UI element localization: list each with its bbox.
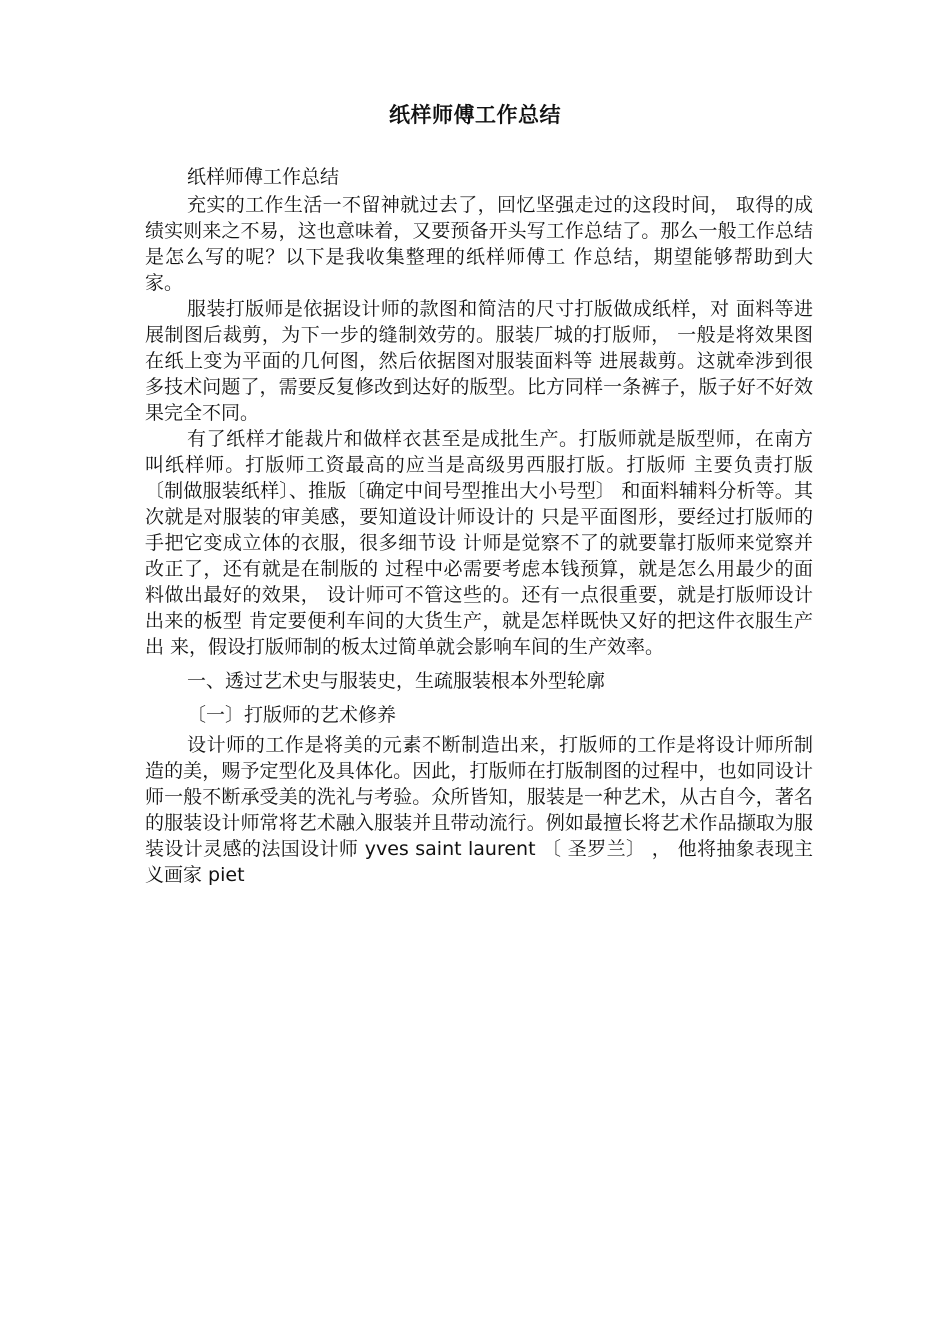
paragraph: 服装打版师是依据设计师的款图和简洁的尺寸打版做成纸样，对 面料等进展制图后裁剪，为下一步的缝制效劳的。服装厂城的打版师， 一般是将效果图在纸上变为平面的几何图，然后依据图对服装面料等 进展裁剪。这就牵涉到很多技术问题了，需要反复修改到达好的版型。比方同样一条裤子，版子好不好效果完全不同。 (145, 298, 813, 424)
subsection-heading: 〔一〕打版师的艺术修养 (187, 704, 397, 726)
section-heading: 一、透过艺术史与服装史，生疏服装根本外型轮廓 (187, 670, 606, 692)
intro-title-paragraph: 纸样师傅工作总结 (187, 166, 340, 188)
paragraph: 设计师的工作是将美的元素不断制造出来，打版师的工作是将设计师所制造的美，赐予定型化及具体化。因此，打版师在打版制图的过程中，也如同设计师一般不断承受美的洗礼与考验。众所皆知，服装是一种艺术，从古自今，著名的服装设计师常将艺术融入服装并且带动流行。例如最擅长将艺术作品撷取为服装设计灵感的法国设计师 yves saint laurent 〔 圣罗兰〕 ， 他将抽象表现主义画家 piet (145, 734, 813, 886)
document-body (145, 164, 813, 888)
paragraph: 有了纸样才能裁片和做样衣甚至是成批生产。打版师就是版型师，在南方叫纸样师。打版师工资最高的应当是高级男西服打版。打版师 主要负责打版〔制做服装纸样〕、推版〔确定中间号型推出大小号型〕 和面料辅料分析等。其次就是对服装的审美感，要知道设计师设计的 只是平面图形，要经过打版师的手把它变成立体的衣服，很多细节设 计师是觉察不了的就要靠打版师来觉察并改正了，还有就是在制版的 过程中必需要考虑本钱预算，就是怎么用最少的面料做出最好的效果， 设计师可不管这些的。还有一点很重要，就是打版师设计出来的板型 肯定要便利车间的大货生产，就是怎样既快又好的把这件衣服生产出 来，假设打版师制的板太过简单就会影响车间的生产效率。 (145, 428, 813, 658)
document-title: 纸样师傅工作总结 (389, 103, 561, 127)
paragraph: 充实的工作生活一不留神就过去了，回忆坚强走过的这段时间， 取得的成绩实则来之不易，这也意味着，又要预备开头写工作总结了。那么一般工作总结是怎么写的呢？以下是我收集整理的纸样师傅工 作总结，期望能够帮助到大家。 (145, 194, 813, 294)
